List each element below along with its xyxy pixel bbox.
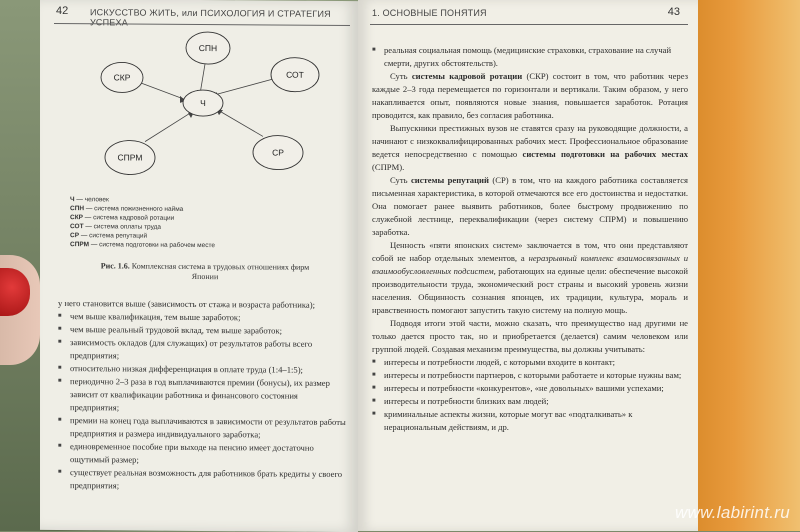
paragraph: Ценность «пяти японских систем» заключается в том, что они представляют собой не набор отдельных элементов, а неразрывный комплекс взаимосвязанных и взаимообусловленных подсистем, работающих на единые цели: обеспечение высокой производительности труда, экономический рост страны и высокий уровень жизни населения. Общинность сознания японцев, их традиции, культура, мораль и нравственность помогают запустить такую систему на полную мощь. xyxy=(372,240,688,315)
paragraph: Суть системы репутаций (СР) в том, что на каждого работника составляется письменная характеристика, в которой отмечаются все его достоинства и недостатки. Она помогает ранее выявить работников, более быстрому продвижению по служебной лестнице, переквалификации (через систему СПРМ) и повышению заработка. xyxy=(372,175,688,237)
legend-item: СПН — система пожизненного найма xyxy=(70,205,184,213)
arrow-spn xyxy=(200,64,205,94)
list-item: ■ интересы и потребности людей, с которыми входите в контакт; xyxy=(372,356,688,369)
running-header-right: 1. ОСНОВНЫЕ ПОНЯТИЯ xyxy=(372,8,487,18)
list-item: ■ периодично 2–3 раза в год выплачиваются премии (бонусы), их размер зависит от квалификации работника и финансового состояния предприятия; xyxy=(58,375,348,416)
right-page xyxy=(358,0,698,531)
intro-text: у него становится выше (зависимость от стажа и возраста работника); xyxy=(58,298,315,310)
paragraph: Выпускники престижных вузов не ставятся сразу на руководящие должности, а начинают с низкоквалифицированных рабочих мест. Профессиональное образование ведется непосредственно с помощью системы подготовки на рабочих местах (СПРМ). xyxy=(372,123,688,172)
paragraph: Суть системы кадровой ротации (СКР) состоит в том, что работник через каждые 2–3 года перемещается по горизонтали и вертикали. Таким образом, у него накапливается опыт, появляются новые знания, повышается заработок. Ротация проводится, как правило, без согласия работника. xyxy=(372,71,689,120)
label-skr: СКР xyxy=(113,72,131,83)
list-item: ■ зависимость окладов (для служащих) от результатов работы всего предприятия; xyxy=(58,336,348,364)
label-spn: СПН xyxy=(198,42,218,54)
legend-item: СОТ — система оплаты труда xyxy=(70,223,162,231)
page-number-left: 42 xyxy=(56,5,69,18)
label-center: Ч xyxy=(200,98,206,109)
paragraph: Подводя итоги этой части, можно сказать, что преимущество над другими не только дается просто так, но и приобретается (делается) самим человеком или группой людей. Создавая механизм преимущества, вы должны учитывать: xyxy=(372,318,688,354)
left-body xyxy=(58,297,348,494)
page-number-right: 43 xyxy=(667,6,680,18)
list-item: ■ интересы и потребности партнеров, с которыми работаете и которые нужны вам; xyxy=(372,369,688,382)
arrow-sprm xyxy=(145,112,192,142)
list-item: ■ интересы и потребности «конкурентов», «не довольных» вашими успехами; xyxy=(372,382,688,395)
list-item: ■ криминальные аспекты жизни, которые могут вас «подталкивать» к нерациональным действиям, и др. xyxy=(372,408,688,434)
legend-item: Ч — человек xyxy=(70,196,109,204)
arrow-skr xyxy=(140,83,186,100)
legend-item: СПРМ — система подготовки на рабочем месте xyxy=(70,241,215,250)
label-sot: СОТ xyxy=(286,69,304,80)
list-item: ■ интересы и потребности близких вам людей; xyxy=(372,395,688,408)
list-item: ■ премии на конец года выплачиваются в зависимости от результатов работы предприятия и размера индивидуального заработка; xyxy=(58,414,348,442)
header-rule-right xyxy=(370,24,688,25)
arrow-sr xyxy=(218,110,263,136)
figure-caption: Рис. 1.6. Комплексная система в трудовых отношениях фирм Японии xyxy=(100,261,310,282)
list-item: ■ реальная социальная помощь (медицинские страховки, страхование на случай смерти, других обстоятельств). xyxy=(372,44,688,70)
left-page xyxy=(40,0,358,532)
list-item: ■ чем выше квалификация, тем выше заработок; xyxy=(58,310,348,325)
legend-item: СР — система репутаций xyxy=(70,232,148,240)
list-item: ■ чем выше реальный трудовой вклад, тем выше заработок; xyxy=(58,323,348,338)
diagram-legend xyxy=(70,195,215,250)
book-cover-edge xyxy=(690,0,800,531)
legend-item: СКР — система кадровой ротации xyxy=(70,214,175,222)
watermark: www.labirint.ru xyxy=(674,503,790,522)
arrow-sot xyxy=(210,78,275,96)
list-item: ■ относительно низкая дифференциация в оплате труда (1:4–1:5); xyxy=(58,362,348,377)
right-body xyxy=(372,44,688,434)
diagram xyxy=(80,29,350,196)
list-item: ■ существует реальная возможность для работников брать кредиты у своего предприятия; xyxy=(58,466,348,494)
label-sprm: СПРМ xyxy=(117,152,143,163)
list-item: ■ единовременное пособие при выходе на пенсию имеет достаточно ощутимый размер; xyxy=(58,440,348,468)
running-header-left: ИСКУССТВО ЖИТЬ, или ПСИХОЛОГИЯ И СТРАТЕГИЯ УСПЕХА xyxy=(90,7,331,28)
label-sr: СР xyxy=(272,147,284,158)
